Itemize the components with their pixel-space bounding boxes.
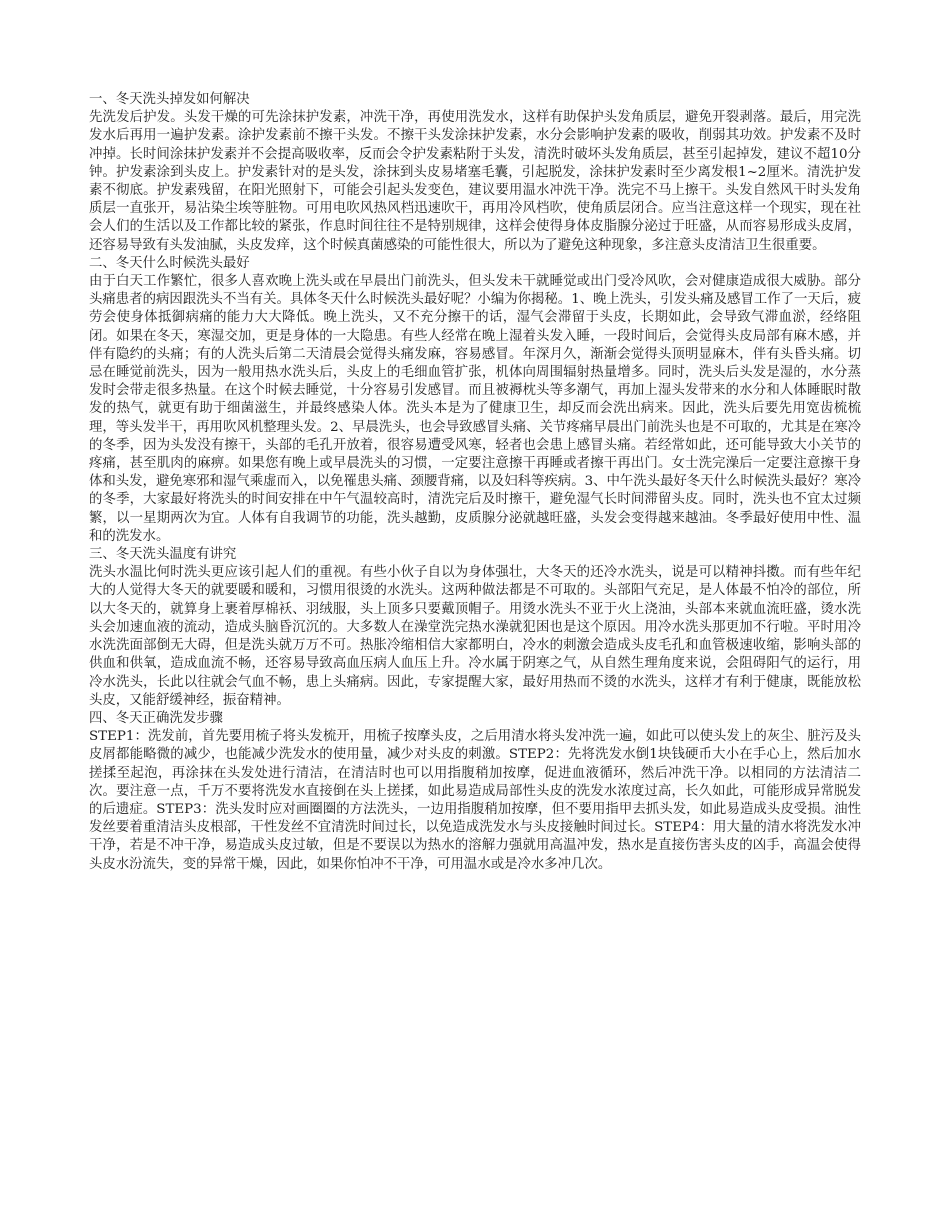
section-heading: 二、冬天什么时候洗头最好 (89, 255, 250, 271)
section-hair-loss (89, 91, 861, 255)
article (89, 91, 861, 874)
section-body: 先洗发后护发。头发干燥的可先涂抹护发素，冲洗干净，再使用洗发水，这样有助保护头发角质层，避免开裂剥落。最后，用完洗发水后再用一遍护发素。涂护发素前不擦干头发。不擦干头发涂抹护发素，水分会影响护发素的吸收，削弱其功效。护发素不及时冲掉。长时间涂抹护发素并不会提高吸收率，反而会令护发素粘附于头发，清洗时破坏头发角质层，甚至引起掉发，建议不超10分钟。护发素涂到头皮上。护发素针对的是头发，涂抹到头皮易堵塞毛囊，引起脱发，涂抹护发素时至少离发根1~2厘米。清洗护发素不彻底。护发素残留，在阳光照射下，可能会引起头发变色，建议要用温水冲洗干净。洗完不马上擦干。头发自然风干时头发角质层一直张开，易沾染尘埃等脏物。可用电吹风热风档迅速吹干，再用冷风档吹，使角质层闭合。应当注意这样一个现实，现在社会人们的生活以及工作都比较的紧张，作息时间往往不是特别规律，这样会使得身体皮脂腺分泌过于旺盛，从而容易形成头皮屑，还容易导致有头发油腻，头皮发痒，这个时候真菌感染的可能性很大，所以为了避免这种现象，多注意头皮清洁卫生很重要。 (89, 110, 861, 253)
section-washing-steps (89, 710, 861, 874)
section-body: 洗头水温比何时洗头更应该引起人们的重视。有些小伙子自以为身体强壮，大冬天的还冷水洗头，说是可以精神抖擞。而有些年纪大的人觉得大冬天的就要暖和暖和，习惯用很烫的水洗头。这两种做法都是不可取的。头部阳气充足，是人体最不怕冷的部位，所以大冬天的，就算身上裹着厚棉袄、羽绒服，头上顶多只要戴顶帽子。用烫水洗头不亚于火上浇油，头部本来就血流旺盛，烫水洗头会加速血液的流动，造成头脑昏沉沉的。大多数人在澡堂洗完热水澡就犯困也是这个原因。用冷水洗头那更加不行啦。平时用冷水洗洗面部倒无大碍，但是洗头就万万不可。热胀冷缩相信大家都明白，冷水的刺激会造成头皮毛孔和血管极速收缩，影响头部的供血和供氧，造成血流不畅，还容易导致高血压病人血压上升。冷水属于阴寒之气，从自然生理角度来说，会阻碍阳气的运行，用冷水洗头，长此以往就会气血不畅，患上头痛病。因此，专家提醒大家，最好用热而不烫的水洗头，这样才有利于健康，既能放松头皮，又能舒缓神经，振奋精神。 (89, 565, 861, 708)
section-heading: 三、冬天洗头温度有讲究 (89, 547, 237, 563)
section-heading: 一、冬天洗头掉发如何解决 (89, 92, 250, 107)
section-best-time (89, 255, 861, 546)
section-body: 由于白天工作繁忙，很多人喜欢晚上洗头或在早晨出门前洗头，但头发未干就睡觉或出门受冷风吹，会对健康造成很大威胁。部分头痛患者的病因跟洗头不当有关。具体冬天什么时候洗头最好呢？小编为你揭秘。1、晚上洗头，引发头痛及感冒工作了一天后，疲劳会使身体抵御病痛的能力大大降低。晚上洗头，又不充分擦干的话，湿气会滞留于头皮，长期如此，会导致气滞血淤，经络阻闭。如果在冬天，寒湿交加，更是身体的一大隐患。有些人经常在晚上湿着头发入睡，一段时间后，会觉得头皮局部有麻木感，并伴有隐约的头痛；有的人洗头后第二天清晨会觉得头痛发麻，容易感冒。年深月久，渐渐会觉得头顶明显麻木，伴有头昏头痛。切忌在睡觉前洗头，因为一般用热水洗头后，头皮上的毛细血管扩张，机体向周围辐射热量增多。同时，洗头后头发是湿的，水分蒸发时会带走很多热量。在这个时候去睡觉，十分容易引发感冒。而且被褥枕头等多潮气，再加上湿头发带来的水分和人体睡眠时散发的热气，就更有助于细菌滋生，并最终感染人体。洗头本是为了健康卫生，却反而会洗出病来。因此，洗头后要先用宽齿梳梳理，等头发半干，再用吹风机整理头发。2、早晨洗头，也会导致感冒头痛、关节疼痛早晨出门前洗头也是不可取的，尤其是在寒冷的冬季，因为头发没有擦干，头部的毛孔开放着，很容易遭受风寒，轻者也会患上感冒头痛。若经常如此，还可能导致大小关节的疼痛，甚至肌肉的麻痹。如果您有晚上或早晨洗头的习惯，一定要注意擦干再睡或者擦干再出门。女士洗完澡后一定要注意擦干身体和头发，避免寒邪和湿气乘虚而入，以免罹患头痛、颈腰背痛，以及妇科等疾病。3、中午洗头最好冬天什么时候洗头最好？寒冷的冬季，大家最好将洗头的时间安排在中午气温较高时，清洗完后及时擦干，避免湿气长时间滞留头皮。同时，洗头也不宜太过频繁，以一星期两次为宜。人体有自我调节的功能，洗头越勤，皮质腺分泌就越旺盛，头发会变得越来越油。冬季最好使用中性、温和的洗发水。 (89, 274, 861, 544)
section-water-temperature (89, 546, 861, 710)
section-heading: 四、冬天正确洗发步骤 (89, 710, 223, 726)
section-body: STEP1：洗发前，首先要用梳子将头发梳开，用梳子按摩头皮，之后用清水将头发冲洗一遍，如此可以使头发上的灰尘、脏污及头皮屑都能略微的减少，也能减少洗发水的使用量，减少对头皮的刺激。STEP2：先将洗发水倒1块钱硬币大小在手心上，然后加水搓揉至起泡，再涂抹在头发处进行清洁，在清洁时也可以用指腹稍加按摩，促进血液循环，然后冲洗干净。以相同的方法清洁二次。要注意一点，千万不要将洗发水直接倒在头上搓揉，如此易造成局部性头皮的洗发水浓度过高，长久如此，可能形成异常脱发的后遗症。STEP3：洗头发时应对画圈圈的方法洗头，一边用指腹稍加按摩，但不要用指甲去抓头发，如此易造成头皮受损。油性发丝要着重清洁头皮根部，干性发丝不宜清洗时间过长，以免造成洗发水与头皮接触时间过长。STEP4：用大量的清水将洗发水冲干净，若是不冲干净，易造成头皮过敏，但是不要误以为热水的溶解力强就用高温冲发，热水是直接伤害头皮的凶手，高温会使得头皮水汾流失，变的异常干燥，因此，如果你怕冲不干净，可用温水或是冷水多冲几次。 (89, 729, 861, 872)
